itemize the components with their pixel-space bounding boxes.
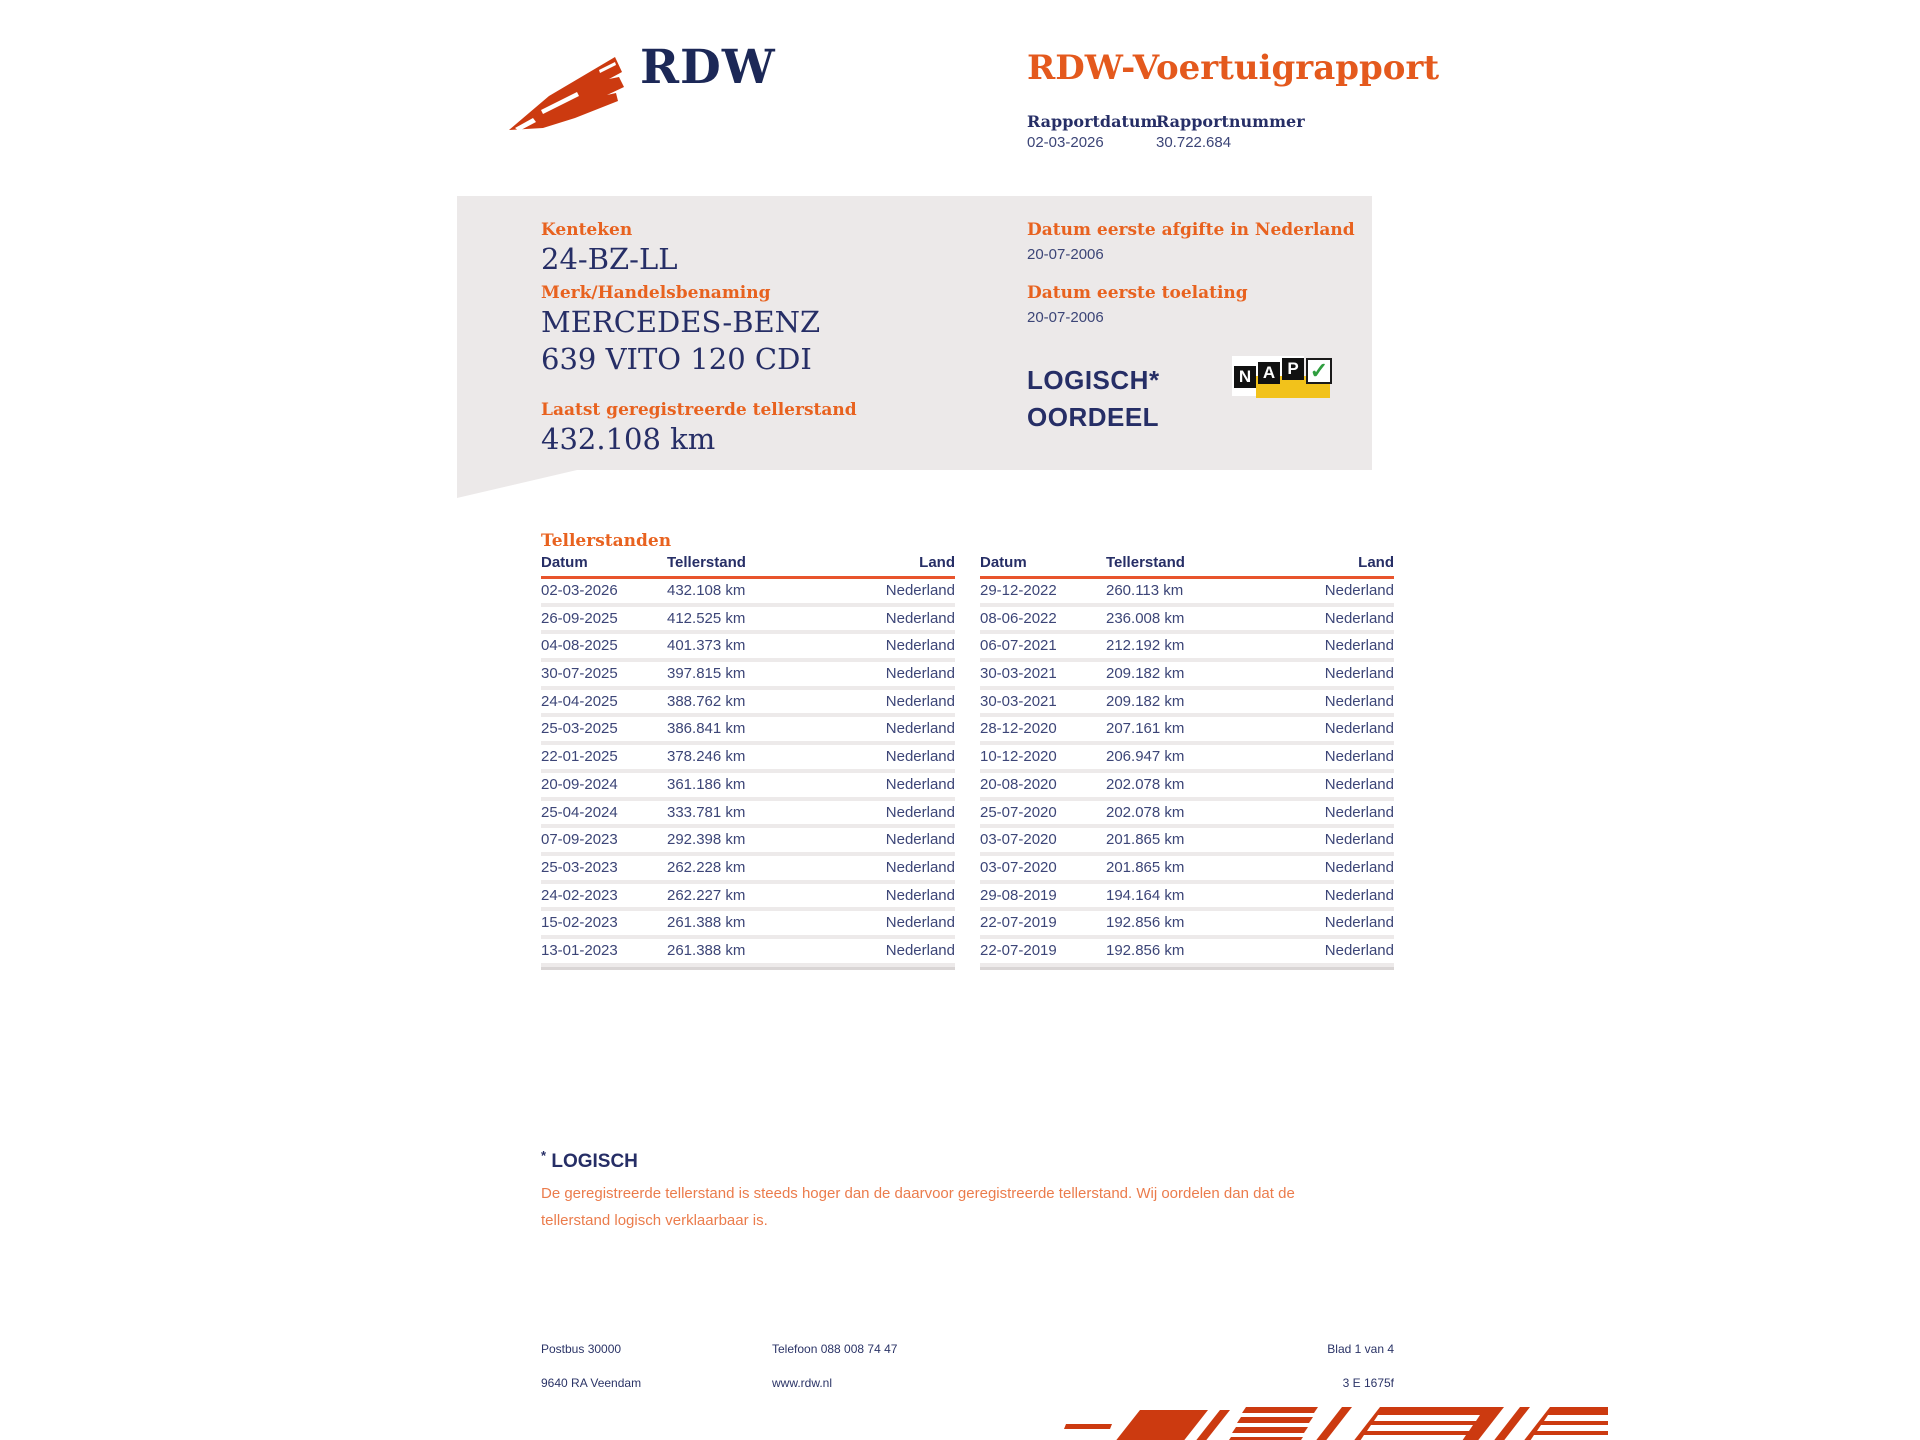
row-date: 20-09-2024 [541, 775, 618, 793]
row-land: Nederland [885, 692, 955, 710]
table-row [541, 662, 955, 690]
oordeel-line2: OORDEEL [1027, 402, 1160, 432]
row-land: Nederland [1324, 720, 1394, 738]
row-km: 333.781 km [667, 803, 746, 821]
row-date: 08-06-2022 [980, 609, 1057, 627]
row-land: Nederland [1324, 665, 1394, 683]
row-land: Nederland [885, 775, 955, 793]
row-date: 02-03-2026 [541, 582, 618, 599]
table-row [541, 911, 955, 939]
vehicle-summary-box-tail [457, 470, 577, 498]
table-row [541, 801, 955, 829]
rdw-logo-text: RDW [640, 40, 776, 95]
row-date: 30-07-2025 [541, 665, 618, 683]
table-row [980, 884, 1394, 912]
row-km: 209.182 km [1106, 665, 1185, 683]
row-km: 202.078 km [1106, 775, 1185, 793]
afgifte-label: Datum eerste afgifte in Nederland [1027, 220, 1355, 240]
row-km: 262.227 km [667, 886, 746, 904]
footer-contact [772, 1332, 897, 1400]
row-land: Nederland [885, 665, 955, 683]
row-land: Nederland [1324, 831, 1394, 849]
report-number-value: 30.722.684 [1156, 134, 1232, 151]
nap-logo [1232, 352, 1332, 404]
table-row [541, 884, 955, 912]
nap-check-icon: ✓ [1306, 358, 1332, 384]
row-km: 209.182 km [1106, 692, 1185, 710]
row-km: 378.246 km [667, 748, 746, 766]
row-land: Nederland [885, 748, 955, 766]
column-header-datum: Datum [980, 554, 1027, 571]
table-row [541, 939, 955, 967]
row-date: 06-07-2021 [980, 637, 1057, 655]
row-date: 30-03-2021 [980, 692, 1057, 710]
row-date: 07-09-2023 [541, 831, 618, 849]
row-km: 212.192 km [1106, 637, 1185, 655]
row-date: 22-07-2019 [980, 941, 1057, 959]
table-row [980, 773, 1394, 801]
table-row [541, 773, 955, 801]
merk-label: Merk/Handelsbenaming [541, 283, 771, 303]
footer-website: www.rdw.nl [772, 1376, 833, 1390]
row-km: 262.228 km [667, 858, 746, 876]
row-land: Nederland [885, 720, 955, 738]
model-value: 639 VITO 120 CDI [541, 342, 812, 376]
footer-page-info [1194, 1332, 1394, 1400]
row-km: 292.398 km [667, 831, 746, 849]
row-land: Nederland [1324, 941, 1394, 959]
merk-value: MERCEDES-BENZ [541, 305, 821, 339]
table-row [541, 690, 955, 718]
table-header [980, 553, 1394, 579]
footer-address-line2: 9640 RA Veendam [541, 1376, 642, 1390]
row-km: 202.078 km [1106, 803, 1185, 821]
tellerstanden-table-left [541, 553, 955, 970]
oordeel-text [1027, 362, 1160, 436]
row-land: Nederland [885, 637, 955, 655]
table-row [980, 745, 1394, 773]
row-land: Nederland [1324, 692, 1394, 710]
table-row [541, 607, 955, 635]
report-date-value: 02-03-2026 [1027, 134, 1104, 151]
footnote-title-text: LOGISCH [551, 1151, 638, 1172]
row-date: 03-07-2020 [980, 858, 1057, 876]
row-km: 201.865 km [1106, 831, 1185, 849]
row-km: 261.388 km [667, 914, 746, 932]
row-km: 236.008 km [1106, 609, 1185, 627]
row-date: 25-04-2024 [541, 803, 618, 821]
row-date: 29-12-2022 [980, 582, 1057, 599]
row-km: 192.856 km [1106, 941, 1185, 959]
table-row [541, 828, 955, 856]
table-row [980, 607, 1394, 635]
table-row [980, 634, 1394, 662]
row-land: Nederland [885, 831, 955, 849]
row-land: Nederland [885, 914, 955, 932]
row-km: 201.865 km [1106, 858, 1185, 876]
row-date: 22-01-2025 [541, 748, 618, 766]
row-date: 25-03-2025 [541, 720, 618, 738]
row-km: 206.947 km [1106, 748, 1185, 766]
footer-address-line1: Postbus 30000 [541, 1342, 622, 1356]
footer-phone: Telefoon 088 008 74 47 [772, 1342, 898, 1356]
table-row [980, 662, 1394, 690]
report-number-label: Rapportnummer [1156, 112, 1305, 131]
table-row [980, 911, 1394, 939]
row-land: Nederland [1324, 748, 1394, 766]
row-land: Nederland [885, 582, 955, 599]
table-row [980, 801, 1394, 829]
row-land: Nederland [885, 858, 955, 876]
row-date: 03-07-2020 [980, 831, 1057, 849]
nap-letter-p: P [1282, 358, 1304, 380]
table-body-right [980, 579, 1394, 967]
footnote-text: De geregistreerde tellerstand is steeds hoger dan de daarvoor geregistreerde tellerstand. Wij oordelen dan dat de tellerstand logisch verklaarbaar is. [541, 1185, 1295, 1229]
table-body-left [541, 579, 955, 967]
table-row [980, 690, 1394, 718]
row-km: 401.373 km [667, 637, 746, 655]
row-km: 361.186 km [667, 775, 746, 793]
row-date: 26-09-2025 [541, 609, 618, 627]
row-land: Nederland [885, 803, 955, 821]
table-row [980, 939, 1394, 967]
row-land: Nederland [1324, 637, 1394, 655]
column-header-land: Land [1358, 554, 1394, 571]
row-land: Nederland [1324, 775, 1394, 793]
row-km: 260.113 km [1106, 582, 1184, 599]
tellerstand-value: 432.108 km [541, 422, 716, 456]
row-date: 25-07-2020 [980, 803, 1057, 821]
rdw-logo-icon [503, 44, 625, 132]
row-km: 432.108 km [667, 582, 746, 599]
table-row [980, 579, 1394, 607]
row-date: 28-12-2020 [980, 720, 1057, 738]
nap-letter-a: A [1258, 362, 1280, 384]
row-date: 15-02-2023 [541, 914, 618, 932]
column-header-tellerstand: Tellerstand [1106, 554, 1185, 571]
row-land: Nederland [1324, 886, 1394, 904]
row-km: 412.525 km [667, 609, 746, 627]
row-km: 388.762 km [667, 692, 746, 710]
row-land: Nederland [1324, 858, 1394, 876]
row-date: 22-07-2019 [980, 914, 1057, 932]
row-date: 13-01-2023 [541, 941, 618, 959]
column-header-tellerstand: Tellerstand [667, 554, 746, 571]
row-date: 10-12-2020 [980, 748, 1057, 766]
footer-page-number: Blad 1 van 4 [1327, 1342, 1394, 1356]
row-date: 30-03-2021 [980, 665, 1057, 683]
oordeel-line1: LOGISCH* [1027, 365, 1160, 395]
tellerstanden-table-right [980, 553, 1394, 970]
row-km: 207.161 km [1106, 720, 1185, 738]
row-km: 261.388 km [667, 941, 746, 959]
footer-form-code: 3 E 1675f [1342, 1376, 1394, 1390]
row-land: Nederland [885, 941, 955, 959]
table-row [980, 717, 1394, 745]
table-header [541, 553, 955, 579]
table-row [541, 856, 955, 884]
table-row [980, 856, 1394, 884]
tellerstand-label: Laatst geregistreerde tellerstand [541, 400, 857, 420]
row-date: 25-03-2023 [541, 858, 618, 876]
row-date: 24-04-2025 [541, 692, 618, 710]
column-header-land: Land [919, 554, 955, 571]
row-km: 192.856 km [1106, 914, 1185, 932]
row-date: 29-08-2019 [980, 886, 1057, 904]
kenteken-label: Kenteken [541, 220, 633, 240]
row-km: 386.841 km [667, 720, 746, 738]
column-header-datum: Datum [541, 554, 588, 571]
tellerstanden-section-title: Tellerstanden [541, 531, 672, 551]
row-land: Nederland [885, 886, 955, 904]
page-title: RDW-Voertuigrapport [1027, 48, 1440, 88]
table-row [541, 579, 955, 607]
row-land: Nederland [1324, 803, 1394, 821]
footer-address [541, 1332, 641, 1400]
row-land: Nederland [1324, 582, 1394, 599]
footnote-star: * [541, 1148, 547, 1163]
table-row [980, 828, 1394, 856]
afgifte-value: 20-07-2006 [1027, 246, 1104, 263]
row-land: Nederland [885, 609, 955, 627]
row-km: 397.815 km [667, 665, 746, 683]
row-land: Nederland [1324, 609, 1394, 627]
report-date-label: Rapportdatum [1027, 112, 1158, 131]
table-row [541, 717, 955, 745]
footnote-title [541, 1148, 638, 1173]
table-row [541, 634, 955, 662]
row-date: 04-08-2025 [541, 637, 618, 655]
row-km: 194.164 km [1106, 886, 1185, 904]
toelating-label: Datum eerste toelating [1027, 283, 1248, 303]
row-date: 20-08-2020 [980, 775, 1057, 793]
footer-speed-stripes-graphic [1048, 1402, 1608, 1440]
table-row [541, 745, 955, 773]
row-land: Nederland [1324, 914, 1394, 932]
nap-letter-n: N [1234, 366, 1256, 388]
toelating-value: 20-07-2006 [1027, 309, 1104, 326]
row-date: 24-02-2023 [541, 886, 618, 904]
kenteken-value: 24-BZ-LL [541, 242, 678, 276]
